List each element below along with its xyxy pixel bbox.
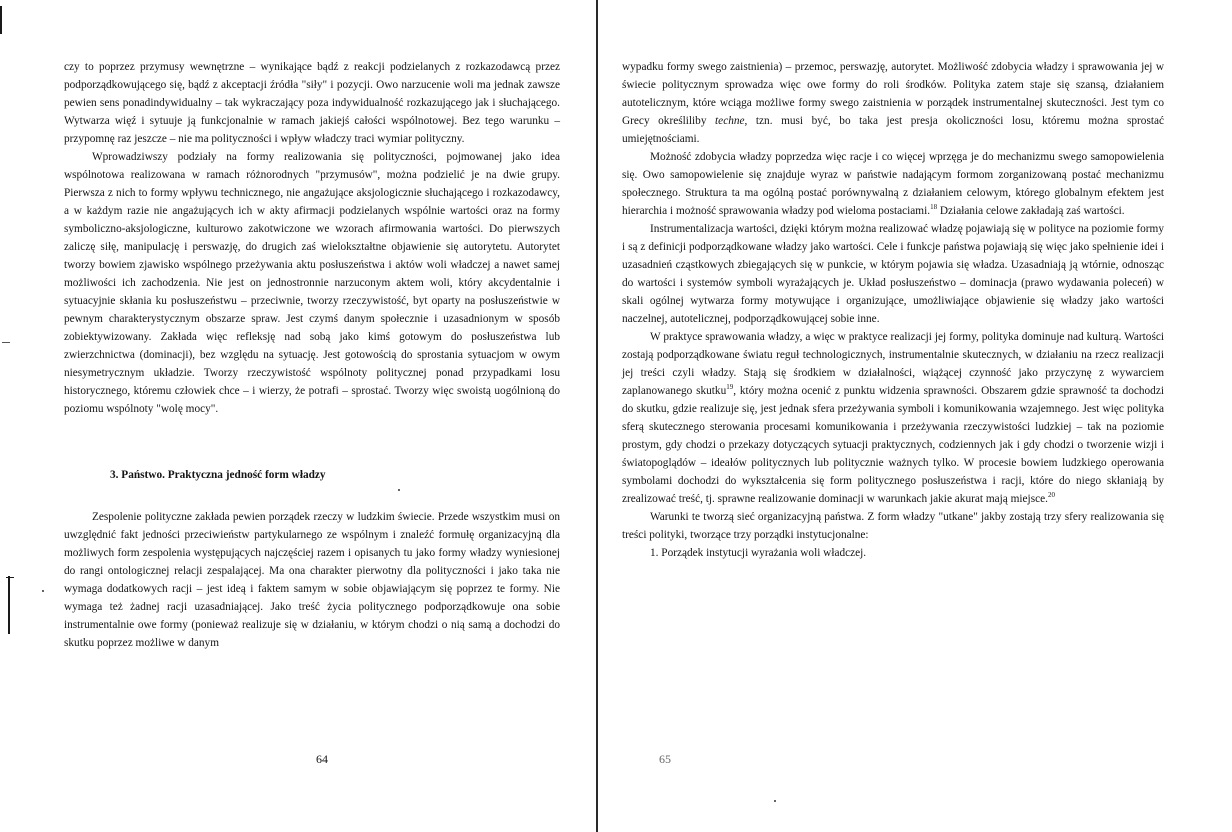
right-p4-text: W praktyce sprawowania władzy, a więc w praktyce realizacji jej formy, polityka dominuje nad kulturą. Wartości zostają podporządkowane światu reguł technologicznych, instrumentalnie skutecznych, w działaniu na rzecz realizacji jej treści czyli władzy. Stają się środkiem w działalności, wiążącej czynność jako przyczynę z wywarciem zaplanowanego skutku (622, 331, 1164, 397)
section-heading: 3. Państwo. Praktyczna jedność form władzy (110, 469, 326, 481)
right-paragraph-1 (622, 58, 1164, 148)
book-gutter (596, 0, 598, 832)
scan-artifact-tick (6, 577, 14, 578)
right-page-number: 65 (659, 752, 671, 766)
right-paragraph-4 (622, 328, 1164, 508)
left-paragraph-3: Zespolenie polityczne zakłada pewien porządek rzeczy w ludzkim świecie. Przede wszystkim musi on uwzględnić fakt jedności przeciwieństw partykularnego ze wspólnym i znaleźć formułę organizacyjną dla możliwych form zespolenia występujących najczęściej razem i opisanych tu jako formy władzy wyniesionej do rangi ontologicznej relacji zespalającej. Ma ona charakter pierwotny dla polityczności i jako taka nie wymaga dodatkowych racji – jest ideą i faktem samym w sobie objawiającym się poprzez te formy. Nie wymaga też żadnej racji uzasadniającej. Jako treść życia politycznego podporządkowuje ona sobie instrumentalnie owe formy (ponieważ realizuje się w działaniu, w którym chodzi o nią samą a dochodzi do skutku poprzez możliwe w danym (64, 511, 560, 649)
right-text-block (622, 58, 1164, 562)
left-paragraph-1: czy to poprzez przymusy wewnętrzne – wynikające bądź z reakcji podzielanych z rozkazodawcą przez podporządkowującego się, bądź z akceptacji źródła "siły" i pozycji. Owo narzucenie woli ma jednak zawsze pewien sens ponadindywidualny – tak wykraczający poza indywidualność rozkazującego jak i słuchającego. Wytwarza więź i sytuuje ją funkcjonalnie w ramach jakiejś całości wspólnotowej. Bez tego warunku – przypomnę raz jeszcze – nie ma polityczności i wpływ władczy traci wymiar polityczny. (64, 61, 560, 145)
right-p4-tail: , który można ocenić z punktu widzenia sprawności. Obszarem gdzie sprawność ta dochodzi do skutku, gdzie realizuje się, jest jednak sfera przeżywania symboli i komunikowania wzajemnego. Jest więc polityka sferą skutecznego sterowania procesami komunikowania i przeżywania rzeczywistości ludzkiej – tak na poziomie prostym, gdy chodzi o przekazy dotyczących sytuacji praktycznych, codziennych jak i gdy chodzi o tworzenie wizji i światopoglądów – ideałów politycznych lub politycznie ważnych tylko. W procesie bowiem ludzkiego operowania symbolami dochodzi do wykształcenia się form politycznego posłuszeństwa i racji, które do niego skłaniają by zrealizować treść, tj. sprawne realizowanie dominacji w warunkach jakie akurat mają miejsce. (622, 385, 1164, 505)
footnote-ref-18: 18 (930, 203, 938, 212)
right-paragraph-5: Warunki te tworzą sieć organizacyjną państwa. Z form władzy "utkane" jakby zostają trzy sfery realizowania się treści polityki, tworzące trzy porządki instytucjonalne: (622, 511, 1164, 541)
right-paragraph-2 (622, 148, 1164, 220)
scan-dot (42, 590, 44, 592)
left-paragraph-2: Wprowadziwszy podziały na formy realizowania się polityczności, pojmowanej jako idea wspólnotowa realizowana w ramach różnorodnych "przymusów", można podzielić je na dwie grupy. Pierwsza z nich to formy wpływu technicznego, nie angażujące aksjologicznie słuchającego i rozkazodawcy, a w każdym razie nie angażujących ich w akty afirmacji podzielanych wspólnie wartości oraz na formy symboliczno-aksjologiczne, kulturowo zakotwiczone we wzorach afirmowania wartości. Do pierwszych zaliczę siłę, manipulację i perswazję, do drugich zaś wielokształtne objawienie się autorytetu. Autorytet tworzy bowiem zjawisko wspólnego przeżywania aktu posłuszeństwa i aktów woli władczej a nawet samej możliwości ich zachodzenia. Nie jest on jednostronnie narzuconym aktem woli, który akcydentalnie i sytuacyjnie skłania ku posłuszeństwu – przeciwnie, tworzy rzeczywistość, byt oparty na posłuszeństwie w pewnym charakterystycznym obszarze spraw. Jest czymś danym społecznie i uzasadnionym w sposób zobiektywizowany. Zakłada więc refleksję nad sobą jako kimś gotowym do posłuszeństwa lub zwierzchnictwa (dominacji), bez względu na sytuację. Jest gotowością do sprostania sytuacjom w owym niesymetrycznym układzie. Tworzy rzeczywistość wspólnoty politycznej ponad przypadkami losu historycznego, któremu człowiek chce – i wierzy, że potrafi – sprostać. Tworzy więc swoistą uogólnioną do poziomu wspólnoty "wolę mocy". (64, 151, 560, 415)
right-p2-tail: Działania celowe zakładają zaś wartości. (937, 205, 1125, 217)
footnote-ref-20: 20 (1047, 491, 1055, 500)
left-page-number: 64 (316, 752, 328, 766)
right-paragraph-6: 1. Porządek instytucji wyrażania woli władczej. (650, 547, 867, 559)
left-text-block (64, 58, 560, 652)
right-p1-tail: , tzn. musi być, bo taka jest presja okoliczności losu, któremu można sprostać umiejętnościami. (622, 115, 1165, 145)
right-p1-text: wypadku formy swego zaistnienia) – przemoc, perswazję, autorytet. Możliwość zdobycia władzy i sprawowania jej w świecie politycznym sprowadza więc owe formy do roli środków. Polityka zatem staje się szansą, działaniem autotelicznym, które wciąga możliwe formy swego zaistnienia w porządek instrumentalnej skuteczności. Jest tym co Grecy określiliby (622, 61, 1164, 127)
scan-artifact-margin (8, 576, 10, 634)
right-p2-text: Możność zdobycia władzy poprzedza więc racje i co więcej wprzęga je do mechanizmu swego samopowielenia się. Owo samopowielenie się znajduje wyraz w państwie nadającym formom zorganizowaną postać mechanizmu społecznego. Struktura ta ma ogólną postać porównywalną z działaniem celowym, którego globalnym efektem jest hierarchia i możność sprawowania władzy pod wieloma postaciami. (622, 151, 1164, 217)
italic-term: techne (715, 115, 745, 127)
scan-artifact-dash (2, 342, 10, 343)
scan-artifact-top (0, 6, 2, 34)
scan-dot (398, 489, 400, 491)
right-page (600, 0, 1232, 832)
footnote-ref-19: 19 (726, 383, 734, 392)
scan-dot (774, 800, 776, 802)
left-page (0, 0, 600, 832)
right-paragraph-3: Instrumentalizacja wartości, dzięki którym można realizować władzę pojawiają się w polityce na poziomie formy i są z definicji podporządkowane władzy jako wartości. Cele i funkcje państwa pojawiają się więc jako spełnienie idei i uzasadnień cząstkowych zbiegających się w punkcie, w którym pojawia się władza. Uzasadniają ją wtórnie, odnosząc do wartości i systemów symboli wyrażających je. Układ posłuszeństwo – dominacja (prawo wydawania poleceń) w skali ogólnej wytwarza formy motywujące i organizujące, umożliwiające objawienie się władzy jako wartości naczelnej, autotelicznej, podporządkowującej sobie inne. (622, 223, 1164, 325)
